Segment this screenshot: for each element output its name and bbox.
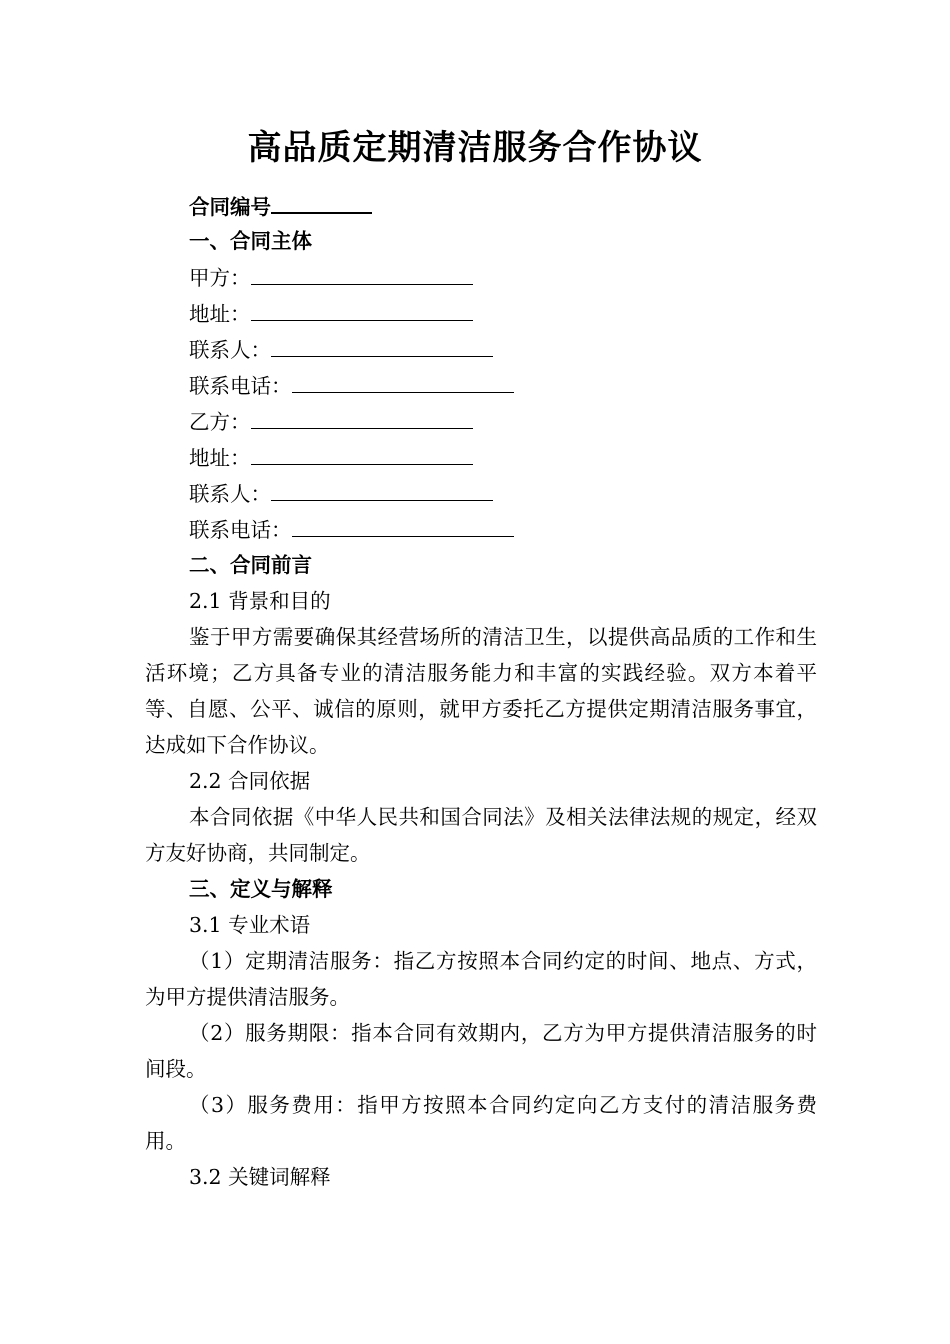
party-a-name-blank (251, 259, 473, 285)
section-2-1-heading: 2.1 背景和目的 (189, 589, 331, 613)
party-a-phone-line (189, 367, 514, 403)
party-b-address-label: 地址： (189, 446, 251, 470)
section-3-1-heading: 3.1 专业术语 (189, 913, 311, 937)
party-a-name-label: 甲方： (189, 266, 251, 290)
section-2-2-paragraph: 本合同依据《中华人民共和国合同法》及相关法律法规的规定，经双方友好协商，共同制定。 (145, 805, 817, 865)
party-b-contact-blank (271, 475, 493, 501)
contract-number-line (189, 187, 372, 223)
party-b-phone-label: 联系电话： (189, 518, 292, 542)
party-b-name-line (189, 403, 473, 439)
party-b-phone-blank (292, 511, 514, 537)
party-a-contact-label: 联系人： (189, 338, 271, 362)
party-a-address-label: 地址： (189, 302, 251, 326)
section-3-2-heading: 3.2 关键词解释 (189, 1165, 331, 1189)
party-b-address-blank (251, 439, 473, 465)
party-a-name-line (189, 259, 473, 295)
party-a-address-blank (251, 295, 473, 321)
contract-number-label: 合同编号 (189, 195, 271, 219)
party-b-phone-line (189, 511, 514, 547)
definition-3: （3）服务费用：指甲方按照本合同约定向乙方支付的清洁服务费用。 (145, 1093, 817, 1153)
document-title: 高品质定期清洁服务合作协议 (247, 128, 703, 168)
contract-number-blank (271, 187, 372, 214)
party-b-contact-line (189, 475, 493, 511)
party-a-phone-blank (292, 367, 514, 393)
section-2-1-paragraph: 鉴于甲方需要确保其经营场所的清洁卫生，以提供高品质的工作和生活环境；乙方具备专业的清洁服务能力和丰富的实践经验。双方本着平等、自愿、公平、诚信的原则，就甲方委托乙方提供定期清洁服务事宜，达成如下合作协议。 (145, 625, 817, 757)
party-a-contact-line (189, 331, 493, 367)
party-a-address-line (189, 295, 473, 331)
party-a-contact-blank (271, 331, 493, 357)
party-b-contact-label: 联系人： (189, 482, 271, 506)
definition-2: （2）服务期限：指本合同有效期内，乙方为甲方提供清洁服务的时间段。 (145, 1021, 817, 1081)
section-3-heading: 三、定义与解释 (189, 877, 333, 901)
section-1-heading: 一、合同主体 (189, 229, 312, 253)
section-2-2-heading: 2.2 合同依据 (189, 769, 311, 793)
party-b-address-line (189, 439, 473, 475)
definition-1: （1）定期清洁服务：指乙方按照本合同约定的时间、地点、方式，为甲方提供清洁服务。 (145, 949, 817, 1009)
party-a-phone-label: 联系电话： (189, 374, 292, 398)
section-2-heading: 二、合同前言 (189, 553, 312, 577)
party-b-name-blank (251, 403, 473, 429)
party-b-name-label: 乙方： (189, 410, 251, 434)
